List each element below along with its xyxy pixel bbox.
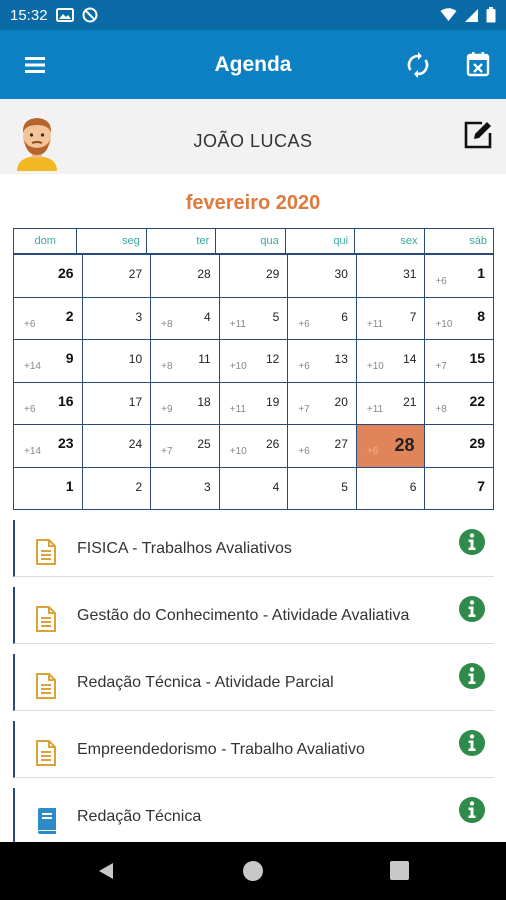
calendar-day[interactable] — [424, 340, 494, 382]
day-event-count: +6 — [366, 446, 379, 457]
info-icon[interactable] — [458, 528, 486, 556]
calendar-day[interactable] — [356, 340, 425, 382]
day-number: 24 — [128, 437, 143, 451]
day-number: 10 — [128, 352, 143, 366]
day-number: 6 — [341, 309, 348, 324]
calendar-day[interactable] — [82, 255, 151, 297]
day-number: 18 — [197, 394, 211, 409]
day-number: 28 — [197, 267, 211, 281]
calendar-day[interactable] — [13, 383, 82, 425]
day-number: 29 — [469, 435, 486, 451]
info-icon[interactable] — [458, 595, 486, 623]
calendar-day[interactable] — [424, 298, 494, 340]
day-event-count: +6 — [24, 403, 36, 415]
calendar-day[interactable] — [82, 298, 151, 340]
hamburger-menu-icon — [22, 52, 48, 78]
day-number: 6 — [409, 479, 417, 494]
calendar-day[interactable] — [356, 298, 425, 340]
day-number: 12 — [265, 352, 280, 366]
system-nav-bar — [0, 842, 506, 900]
event-list-item[interactable] — [13, 587, 494, 644]
day-event-count: +6 — [298, 446, 310, 457]
day-number: 1 — [65, 477, 74, 494]
day-event-count: +9 — [161, 403, 173, 415]
day-event-count: +6 — [298, 318, 310, 330]
day-number: 9 — [65, 350, 74, 366]
day-number: 2 — [65, 307, 74, 324]
day-event-count: +7 — [298, 403, 310, 415]
calendar-day[interactable] — [219, 425, 288, 467]
day-event-count: +11 — [366, 403, 384, 415]
calendar-grid — [13, 228, 494, 510]
calendar-day[interactable] — [219, 255, 288, 297]
calendar-day[interactable] — [150, 468, 219, 510]
calendar-day[interactable] — [150, 298, 219, 340]
day-number: 27 — [334, 437, 348, 451]
day-number: 25 — [197, 437, 211, 451]
calendar-day[interactable] — [356, 383, 425, 425]
day-event-count: +8 — [161, 361, 173, 372]
day-number: 30 — [334, 267, 348, 281]
calendar-day[interactable] — [150, 425, 219, 467]
day-number: 7 — [477, 477, 486, 494]
calendar-days — [13, 253, 494, 510]
document-icon — [36, 740, 56, 766]
calendar-day[interactable] — [287, 340, 356, 382]
event-title: Empreendedorismo - Trabalho Avaliativo — [77, 741, 365, 758]
document-icon — [36, 539, 56, 565]
no-disturb-icon — [82, 7, 98, 23]
weekday-label: qua — [215, 229, 284, 253]
event-list-item[interactable] — [13, 788, 494, 845]
calendar-day[interactable] — [287, 255, 356, 297]
calendar-day[interactable] — [356, 255, 425, 297]
calendar-day[interactable] — [13, 255, 82, 297]
weekday-label: seg — [76, 229, 145, 253]
recents-button[interactable] — [390, 861, 409, 880]
day-event-count: +8 — [435, 403, 447, 415]
user-header — [0, 99, 506, 174]
calendar-day[interactable] — [150, 340, 219, 382]
calendar-day[interactable] — [424, 383, 494, 425]
calendar-day[interactable] — [13, 340, 82, 382]
day-event-count: +10 — [366, 361, 384, 372]
calendar-day[interactable] — [82, 340, 151, 382]
day-event-count: +14 — [24, 361, 41, 372]
day-number: 5 — [272, 309, 280, 324]
weekday-label: sex — [354, 229, 423, 253]
sync-button[interactable] — [404, 51, 432, 79]
event-list-item[interactable] — [13, 520, 494, 577]
day-number: 21 — [403, 394, 417, 409]
event-list-item[interactable] — [13, 654, 494, 711]
calendar-day[interactable] — [219, 383, 288, 425]
calendar-week — [13, 255, 494, 298]
day-number: 11 — [198, 352, 211, 366]
calendar-day[interactable] — [150, 383, 219, 425]
day-number: 2 — [135, 479, 143, 494]
info-icon[interactable] — [458, 662, 486, 690]
day-number: 26 — [265, 437, 280, 451]
calendar-day[interactable] — [219, 298, 288, 340]
day-number: 5 — [341, 479, 348, 494]
calendar-day[interactable] — [287, 425, 356, 467]
document-icon — [36, 673, 56, 699]
calendar-week — [13, 425, 494, 468]
calendar-day[interactable] — [82, 425, 151, 467]
day-event-count: +6 — [24, 318, 36, 330]
day-event-count: +10 — [435, 318, 453, 330]
calendar-day[interactable] — [13, 425, 82, 467]
calendar-clear-button[interactable] — [464, 50, 492, 78]
calendar-day[interactable] — [356, 468, 425, 510]
back-icon[interactable] — [96, 861, 116, 881]
book-icon — [36, 807, 56, 833]
menu-button[interactable] — [22, 52, 48, 78]
day-number: 28 — [394, 435, 415, 455]
signal-icon — [464, 8, 479, 23]
day-number: 8 — [477, 307, 486, 324]
day-event-count: +14 — [24, 446, 41, 457]
day-number: 16 — [58, 392, 74, 409]
day-number: 14 — [403, 352, 417, 366]
calendar-day[interactable] — [424, 468, 494, 510]
day-number: 3 — [204, 479, 211, 494]
day-number: 4 — [272, 479, 280, 494]
day-number: 26 — [58, 265, 74, 281]
day-event-count: +10 — [229, 446, 247, 457]
app-bar — [0, 30, 506, 99]
calendar-day[interactable] — [13, 468, 82, 510]
day-number: 19 — [265, 394, 280, 409]
day-event-count: +11 — [229, 403, 246, 415]
calendar-day[interactable] — [82, 468, 151, 510]
weekday-header — [13, 228, 494, 253]
calendar-week — [13, 340, 494, 383]
document-icon — [36, 606, 56, 632]
day-number: 4 — [204, 309, 211, 324]
event-title: Redação Técnica - Atividade Parcial — [77, 674, 334, 691]
calendar-day-today[interactable] — [356, 425, 425, 467]
info-icon[interactable] — [458, 729, 486, 757]
page-title: Agenda — [214, 53, 292, 76]
calendar-week — [13, 383, 494, 426]
edit-icon — [462, 119, 494, 151]
calendar-day[interactable] — [82, 383, 151, 425]
day-number: 3 — [135, 309, 143, 324]
user-name: JOÃO LUCAS — [193, 131, 313, 151]
sync-icon — [404, 51, 432, 79]
wifi-icon — [440, 8, 457, 22]
month-title[interactable]: fevereiro 2020 — [185, 192, 321, 214]
day-number: 20 — [334, 394, 348, 409]
day-event-count: +11 — [366, 318, 384, 330]
calendar-day[interactable] — [287, 468, 356, 510]
day-event-count: +11 — [229, 318, 246, 330]
event-title: Gestão do Conhecimento - Atividade Avaliativa — [77, 607, 410, 624]
calendar-day[interactable] — [287, 383, 356, 425]
event-title: FISICA - Trabalhos Avaliativos — [77, 540, 292, 557]
info-icon[interactable] — [458, 796, 486, 824]
day-number: 7 — [409, 309, 417, 324]
event-list — [13, 520, 494, 855]
day-number: 15 — [469, 350, 486, 366]
calendar-day[interactable] — [13, 298, 82, 340]
battery-icon — [486, 7, 496, 23]
day-number: 23 — [58, 435, 74, 451]
calendar-day[interactable] — [287, 298, 356, 340]
day-event-count: +10 — [229, 361, 247, 372]
weekday-label: ter — [146, 229, 215, 253]
day-number: 27 — [128, 267, 143, 281]
calendar-day[interactable] — [219, 340, 288, 382]
weekday-label: sáb — [424, 229, 494, 253]
day-number: 31 — [403, 267, 417, 281]
calendar-week — [13, 298, 494, 341]
day-number: 13 — [334, 352, 348, 366]
day-number: 29 — [265, 267, 280, 281]
day-event-count: +6 — [298, 361, 310, 372]
day-event-count: +6 — [435, 276, 447, 287]
weekday-label: qui — [285, 229, 354, 253]
day-event-count: +7 — [161, 446, 173, 457]
status-time: 15:32 — [10, 6, 48, 24]
calendar-day[interactable] — [219, 468, 288, 510]
calendar-day[interactable] — [424, 255, 494, 297]
event-list-item[interactable] — [13, 721, 494, 778]
day-number: 17 — [128, 394, 143, 409]
calendar-day[interactable] — [150, 255, 219, 297]
day-event-count: +7 — [435, 361, 447, 372]
day-event-count: +8 — [161, 318, 173, 330]
status-bar — [0, 0, 506, 30]
weekday-label: dom — [13, 229, 76, 253]
event-title: Redação Técnica — [77, 808, 202, 825]
calendar-remove-icon — [464, 50, 492, 78]
calendar-week — [13, 468, 494, 511]
gallery-notification-icon — [56, 8, 74, 22]
edit-profile-button[interactable] — [462, 119, 494, 151]
calendar-day[interactable] — [424, 425, 494, 467]
day-number: 22 — [469, 392, 486, 409]
home-button[interactable] — [243, 861, 263, 881]
day-number: 1 — [477, 265, 486, 281]
